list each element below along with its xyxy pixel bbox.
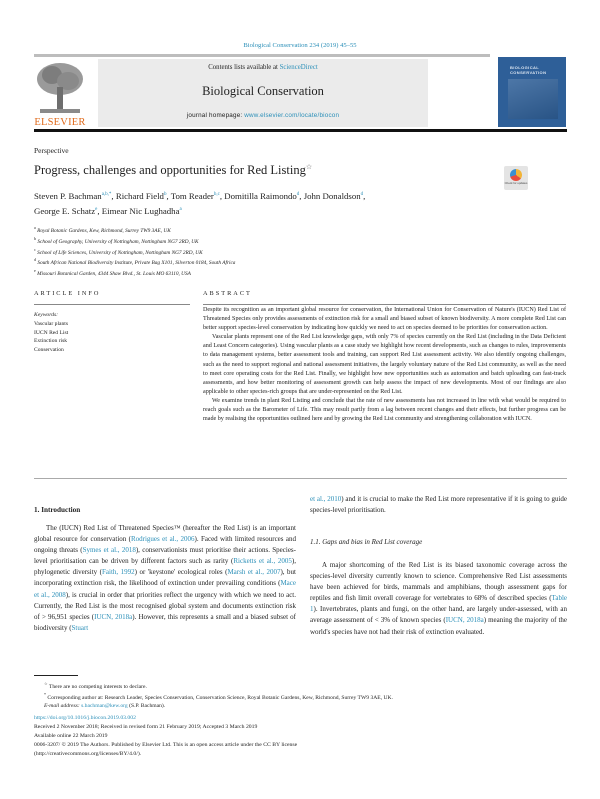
header-rule — [34, 129, 567, 132]
article-title-text: Progress, challenges and opportunities for Red Listing — [34, 163, 306, 178]
author-affiliation-mark[interactable]: a,b,* — [101, 192, 112, 197]
author-name[interactable]: Richard Field — [115, 190, 164, 201]
elsevier-tree-icon — [34, 59, 86, 115]
email-label: E-mail address: — [44, 703, 80, 710]
footnote-mark: * — [44, 692, 46, 698]
author-list: Steven P. Bachman$^{a,b,*}$, Richard Field$^b$, Tom Reader$^{b,c}$, Domitilla Raimondo$^d$, John Donaldson$^d$, George E. Schatz$^e$, Eimear Nic Lughadha$^a$ — [34, 190, 366, 216]
footnote-competing — [44, 680, 393, 691]
keywords-label: Keywords: — [34, 312, 59, 318]
abstract-body — [203, 306, 566, 424]
keyword: Conservation — [34, 347, 64, 354]
intro-paragraph-continued — [310, 494, 567, 516]
journal-banner — [98, 59, 428, 127]
affiliation-key: e — [34, 268, 36, 274]
body-text: A major shortcoming of the Red List is its biased taxonomic coverage across the species-level diversity currently known to science. Comprehensive Red List assessments have been achieved for birds, mammals and amphibians, though assessment gaps for reptiles and fish limit overall coverage for vertebrates to 68% of described species ( — [310, 561, 567, 603]
keywords-block — [34, 311, 68, 355]
author-affiliation-mark[interactable]: d — [296, 192, 300, 197]
abstract-bottom-rule — [34, 478, 567, 479]
body-right-column-top — [310, 494, 567, 516]
author-name[interactable]: Tom Reader — [170, 190, 214, 201]
footnote-corresponding — [44, 691, 393, 702]
footnote-corresponding-text: Corresponding author at: Research Leader, Species Conservation, Conservation Science, Royal Botanic Gardens, Kew, Richmond, Surrey TW9 3AE, UK. — [47, 694, 393, 701]
affiliation-text: Missouri Botanical Garden, 4344 Shaw Blvd., St. Louis MO 63110, USA — [35, 270, 191, 277]
footnote-mark: ☆ — [44, 681, 48, 686]
cover-title-line-1: BIOLOGICAL — [510, 65, 540, 70]
author-affiliation-mark[interactable]: b,c — [213, 192, 220, 197]
homepage-line — [98, 112, 428, 119]
abstract-paragraph: Despite its recognition as an important global resource for conservation, the International Union for Conservation of Nature's (IUCN) Red List of Threatened Species only provides assessments of extinction risk for a small and biased subset of known biodiversity. A more complete Red List can better support species-level conservation by indicating how quickly we need to act on species deemed to be priorities for conservation action. — [203, 307, 566, 332]
crossmark-label: Check for updates — [504, 181, 528, 185]
body-text: ). However, this represents a small and a biased subset of biodiversity ( — [34, 612, 296, 632]
elsevier-logo[interactable] — [34, 59, 86, 128]
masthead-rule — [34, 54, 490, 57]
citation-link[interactable]: Mace et al., 2008 — [34, 579, 296, 599]
citation-link[interactable]: Faith, 1992 — [102, 568, 135, 577]
citation-link[interactable]: Ricketts et al., 2005 — [233, 557, 292, 566]
citation-link[interactable]: Table 1 — [310, 594, 567, 614]
intro-paragraph — [34, 523, 296, 634]
article-title — [34, 163, 312, 178]
body-left-column — [34, 523, 296, 634]
contents-prefix: Contents lists available at — [208, 64, 280, 71]
article-info-heading: ARTICLE INFO — [34, 290, 101, 297]
author-name[interactable]: John Donaldson — [303, 190, 361, 201]
author-name[interactable]: Domitilla Raimondo — [224, 190, 297, 201]
footnote-email — [44, 702, 393, 710]
running-head[interactable]: Biological Conservation 234 (2019) 45–55 — [243, 42, 357, 49]
body-text: ). Invertebrates, plants and fungi, on the other hand, are largely under-assessed, with an average assessment of < 3% of known species ( — [310, 605, 567, 625]
author-name[interactable]: Eimear Nic Lughadha — [101, 205, 180, 216]
citation-link[interactable]: et al., 2010 — [310, 495, 342, 503]
journal-homepage-link[interactable]: www.elsevier.com/locate/biocon — [244, 112, 340, 119]
author-affiliation-mark[interactable]: e — [95, 206, 98, 212]
body-text: The (IUCN) Red List of Threatened Species™ (hereafter the Red List) is an important global resource for conservation ( — [34, 524, 296, 544]
subsection-title: 1.1. Gaps and bias in Red List coverage — [310, 538, 423, 546]
body-text: ), phylogenetic diversity ( — [34, 557, 297, 577]
affiliation-key: c — [34, 246, 36, 252]
article-history: Received 2 November 2018; Received in revised form 21 February 2019; Accepted 3 March 2019 — [34, 724, 258, 730]
affiliation-text: School of Geography, University of Nottingham, Nottingham NG7 2RD, UK — [36, 238, 199, 245]
citation-link[interactable]: IUCN, 2018a — [445, 616, 484, 625]
affiliation-key: d — [34, 257, 36, 263]
body-text: ), is crucial in order that priorities reflect the urgency with which we need to act. Currently, the Red List is the most recognised global system and documents extinction risk of > 96,951 species ( — [34, 590, 296, 621]
cover-artwork — [508, 79, 558, 119]
affiliation — [34, 256, 235, 267]
article-type: Perspective — [34, 146, 69, 155]
citation-link[interactable]: Symes et al., 2018 — [82, 546, 136, 555]
abstract-rule — [203, 304, 566, 305]
keyword: Extinction risk — [34, 338, 68, 345]
affiliation-list — [34, 224, 235, 278]
contents-line — [98, 64, 428, 71]
footnote-competing-text: There are no competing interests to declare. — [48, 683, 147, 690]
author-name[interactable]: George E. Schatz — [34, 205, 96, 216]
license-url[interactable]: (http://creativecommons.org/licenses/BY/4.0/). — [34, 751, 142, 757]
section-introduction-title: 1. Introduction — [34, 506, 81, 514]
check-for-updates-button[interactable] — [504, 166, 528, 190]
abstract-heading: ABSTRACT — [203, 290, 252, 297]
affiliation-text: School of Life Sciences, University of Nottingham, Nottingham NG7 2RD, UK — [35, 249, 203, 256]
publication-info — [34, 714, 297, 759]
license-statement: 0006-3207/ © 2019 The Authors. Published by Elsevier Ltd. This is an open access article under the CC BY license — [34, 742, 298, 748]
body-text: ), conservationists must prioritise their actions. Species-level prioritisation can be driven by different factors such as rarity ( — [34, 546, 296, 566]
affiliation — [34, 246, 235, 257]
footnotes — [44, 680, 393, 710]
homepage-prefix: journal homepage: — [186, 112, 245, 119]
author-affiliation-mark[interactable]: b — [163, 192, 167, 197]
author-affiliation-mark[interactable]: a — [179, 206, 182, 212]
gaps-paragraph — [310, 560, 567, 638]
body-text: ) and it is crucial to make the Red List more representative if it is going to guide species-level prioritisation. — [310, 495, 567, 515]
citation-link[interactable]: Marsh et al., 2007 — [227, 568, 281, 577]
citation-link[interactable]: Rodrigues et al., 2006 — [130, 535, 195, 544]
body-text: ). Faced with limited resources and ongoing threats ( — [34, 535, 296, 555]
keyword: Vascular plants — [34, 320, 69, 327]
keyword: IUCN Red List — [34, 329, 69, 336]
affiliation-key: a — [34, 225, 36, 230]
crossmark-icon — [510, 169, 522, 181]
abstract-paragraph: We examine trends in plant Red Listing and conclude that the rate of new assessments has not increased in line with what would be required to reach goals such as the Barometer of Life. This may result partly from a lag between recent changes and their effects, but further progress can be made by realising the opportunities outlined here and by growing the Red List community and strengthening collaboration with IUCN. — [203, 397, 566, 423]
citation-link[interactable]: Stuart — [71, 623, 89, 632]
author-name[interactable]: Steven P. Bachman — [34, 190, 102, 201]
article-info-rule — [34, 304, 190, 305]
journal-name: Biological Conservation — [202, 84, 324, 98]
citation-link[interactable]: IUCN, 2018a — [94, 612, 133, 621]
affiliation — [34, 267, 235, 278]
abstract-paragraph: Vascular plants represent one of the Red List knowledge gaps, with only 7% of species currently on the Red List (including in the Data Deficient and Least Concern categories). Using vascular plants as a case study we highlight how recent developments, such as changes to rules, improvements to data management systems, better assessment tools and training, can support Red List assessment activity. We also identify ongoing challenges, such as the need to support regional and national assessment initiatives, the largely voluntary nature of the Red List community, as well as the need to meet core operating costs for the Red List. Finally, we highlight how new opportunities such as automation and batch uploading can fast-track assessments, and how better monitoring of assessment growth can help assess the impact of new developments. Most of our findings are also applicable to other species-rich groups that are under-represented on the Red List. — [203, 334, 566, 395]
body-text: ) or 'keystone' ecological roles ( — [134, 568, 228, 577]
cover-title-line-2: CONSERVATION — [510, 70, 547, 75]
footnote-rule — [34, 675, 78, 676]
journal-cover[interactable] — [498, 57, 566, 127]
email-owner: (S.P. Bachman). — [129, 703, 166, 710]
affiliation-text: South African National Biodiversity Institute, Private Bag X101, Silverton 0184, South Africa — [36, 260, 236, 267]
doi-link[interactable]: https://doi.org/10.1016/j.biocon.2019.03.002 — [34, 715, 136, 721]
available-online: Available online 22 March 2019 — [34, 733, 108, 739]
body-text: ), but incorporating extinction risk, the likelihood of extinction under prevailing conditions ( — [34, 568, 296, 588]
affiliation-key: b — [34, 235, 36, 241]
affiliation-text: Royal Botanic Gardens, Kew, Richmond, Surrey TW9 3AE, UK — [35, 227, 171, 234]
cover-title — [510, 65, 546, 75]
affiliation — [34, 235, 235, 246]
author-affiliation-mark[interactable]: d — [360, 192, 364, 197]
elsevier-wordmark: ELSEVIER — [34, 117, 86, 128]
title-footnote-mark[interactable]: ☆ — [305, 163, 313, 171]
affiliation — [34, 224, 235, 235]
email-link[interactable]: s.bachman@kew.org — [81, 703, 128, 710]
sciencedirect-link[interactable]: ScienceDirect — [279, 64, 318, 71]
body-text: ) meaning the majority of the world's species have not had their risk of extinction evaluated. — [310, 616, 567, 636]
body-right-column — [310, 560, 567, 638]
